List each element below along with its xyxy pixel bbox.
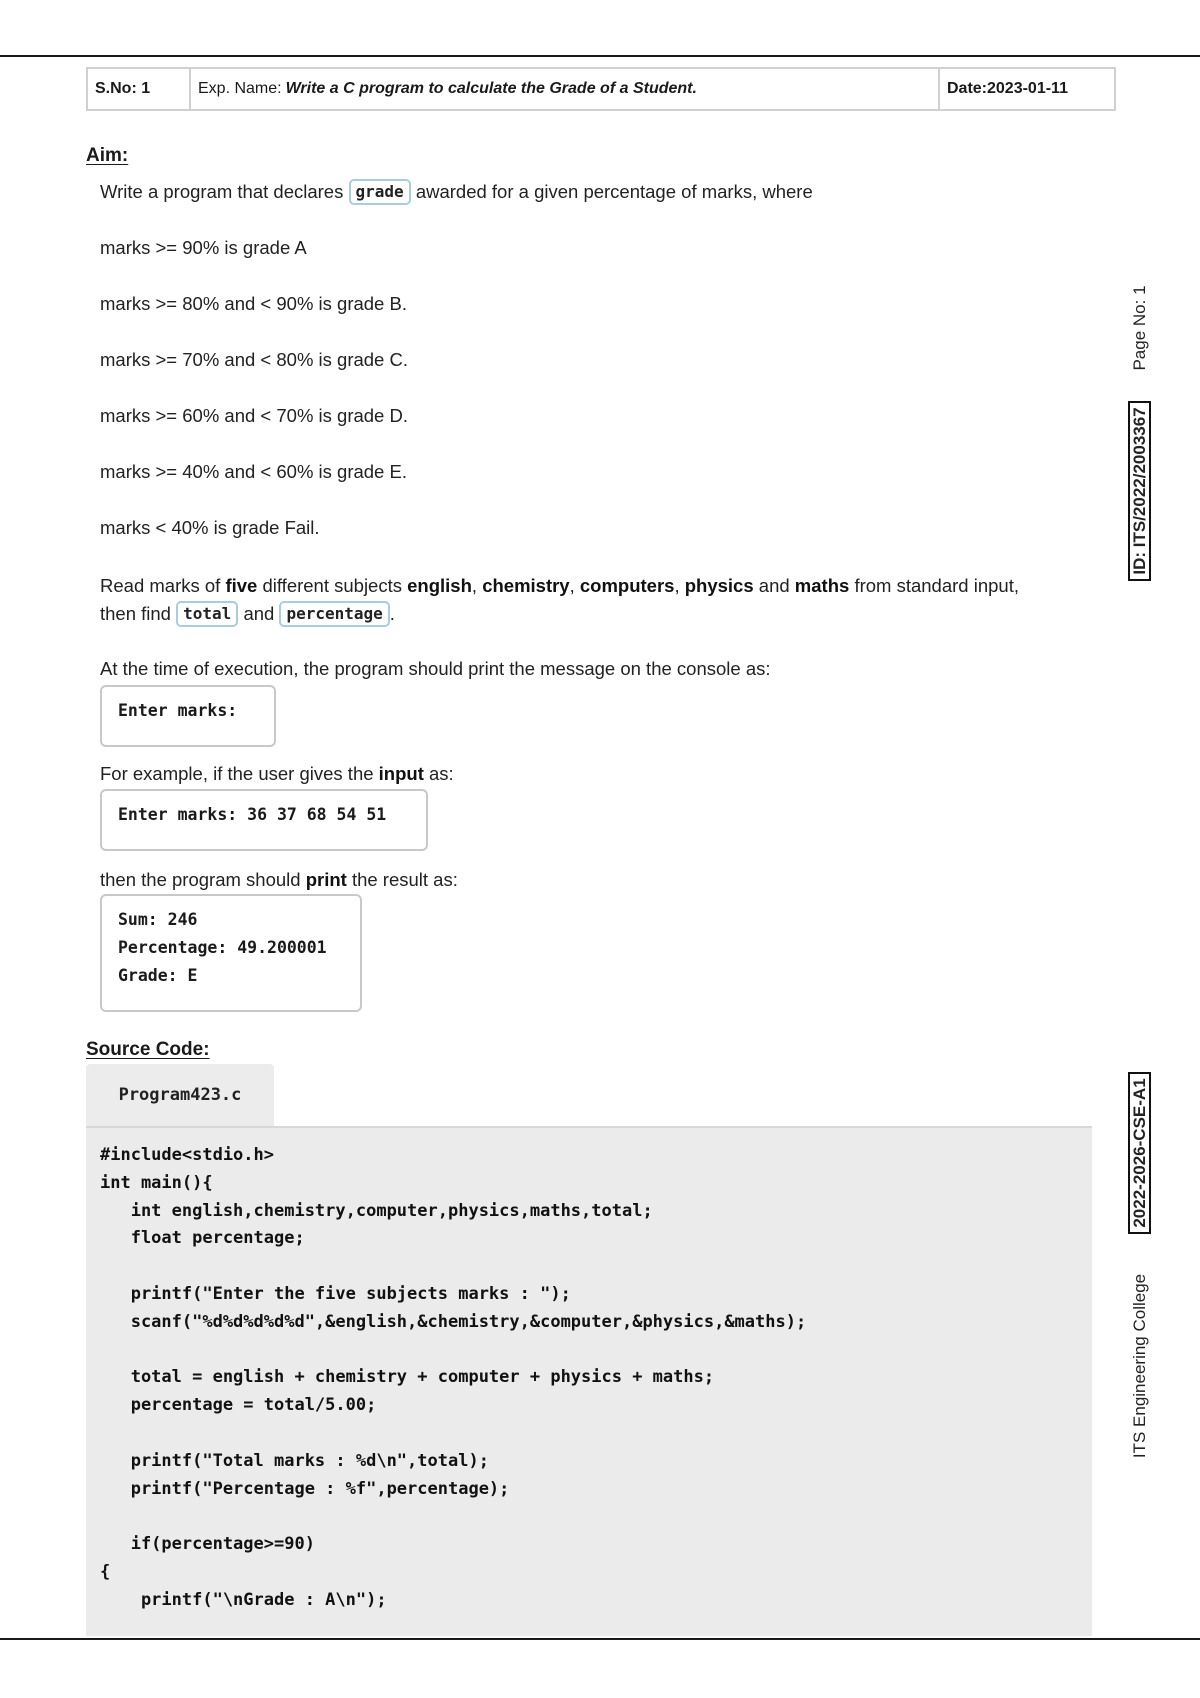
- experiment-header: [86, 67, 1116, 111]
- rule-grade-b: marks >= 80% and < 90% is grade B.: [100, 293, 407, 314]
- execution-text: At the time of execution, the program should print the message on the console as:: [100, 658, 771, 679]
- code-block: [86, 1126, 1092, 1636]
- experiment-date: Date:2023-01-11: [947, 80, 1068, 97]
- student-id: ID: ITS/2022/2003367: [1129, 381, 1151, 601]
- rule-grade-d: marks >= 60% and < 70% is grade D.: [100, 405, 408, 426]
- aim-intro: Write a program that declares grade awarded for a given percentage of marks, where: [100, 178, 813, 206]
- experiment-title: Write a C program to calculate the Grade of a Student.: [285, 80, 697, 97]
- rule-grade-e: marks >= 40% and < 60% is grade E.: [100, 461, 407, 482]
- college-name: ITS Engineering College: [1130, 1273, 1149, 1459]
- experiment-name: [191, 69, 940, 109]
- file-tab[interactable]: Program423.c: [86, 1064, 274, 1126]
- top-rule: [0, 55, 1200, 57]
- percentage-chip: percentage: [279, 601, 389, 627]
- rule-grade-c: marks >= 70% and < 80% is grade C.: [100, 349, 408, 370]
- source-code: #include<stdio.h> int main(){ int english,chemistry,computer,physics,maths,total; float percentage; printf("Enter the five subjects marks : "); scanf("%d%d%d%d%d",&english,&chemistry,&computer,&physics,&maths); total = english + chemistry + computer + physics + maths; percentage = total/5.00; printf("Total marks : %d\n",total); printf("Percentage : %f",percentage); if(percentage>=90) { printf("\nGrade : A\n");: [100, 1145, 807, 1610]
- experiment-name-label: Exp. Name:: [198, 80, 282, 97]
- total-chip: total: [176, 601, 238, 627]
- result-text: then the program should print the result as:: [100, 869, 458, 890]
- aim-heading: Aim:: [86, 145, 129, 166]
- grade-chip: grade: [349, 179, 411, 205]
- console-prompt-box: Enter marks:: [100, 685, 276, 747]
- bottom-rule: [0, 1638, 1200, 1640]
- serial-number: S.No: 1: [88, 69, 191, 109]
- rule-grade-fail: marks < 40% is grade Fail.: [100, 517, 320, 538]
- console-output-box: Sum: 246 Percentage: 49.200001 Grade: E: [100, 894, 362, 1012]
- page-number: Page No: 1: [1130, 285, 1149, 371]
- read-marks-line2: then find total and percentage .: [100, 600, 395, 628]
- console-input-box: Enter marks: 36 37 68 54 51: [100, 789, 428, 851]
- example-text: For example, if the user gives the input as:: [100, 763, 454, 784]
- read-marks-line1: Read marks of five different subjects english, chemistry, computers, physics and maths from standard input,: [100, 575, 1019, 596]
- source-code-heading: Source Code:: [86, 1039, 210, 1060]
- rule-grade-a: marks >= 90% is grade A: [100, 237, 307, 258]
- batch-code: 2022-2026-CSE-A1: [1129, 1063, 1151, 1243]
